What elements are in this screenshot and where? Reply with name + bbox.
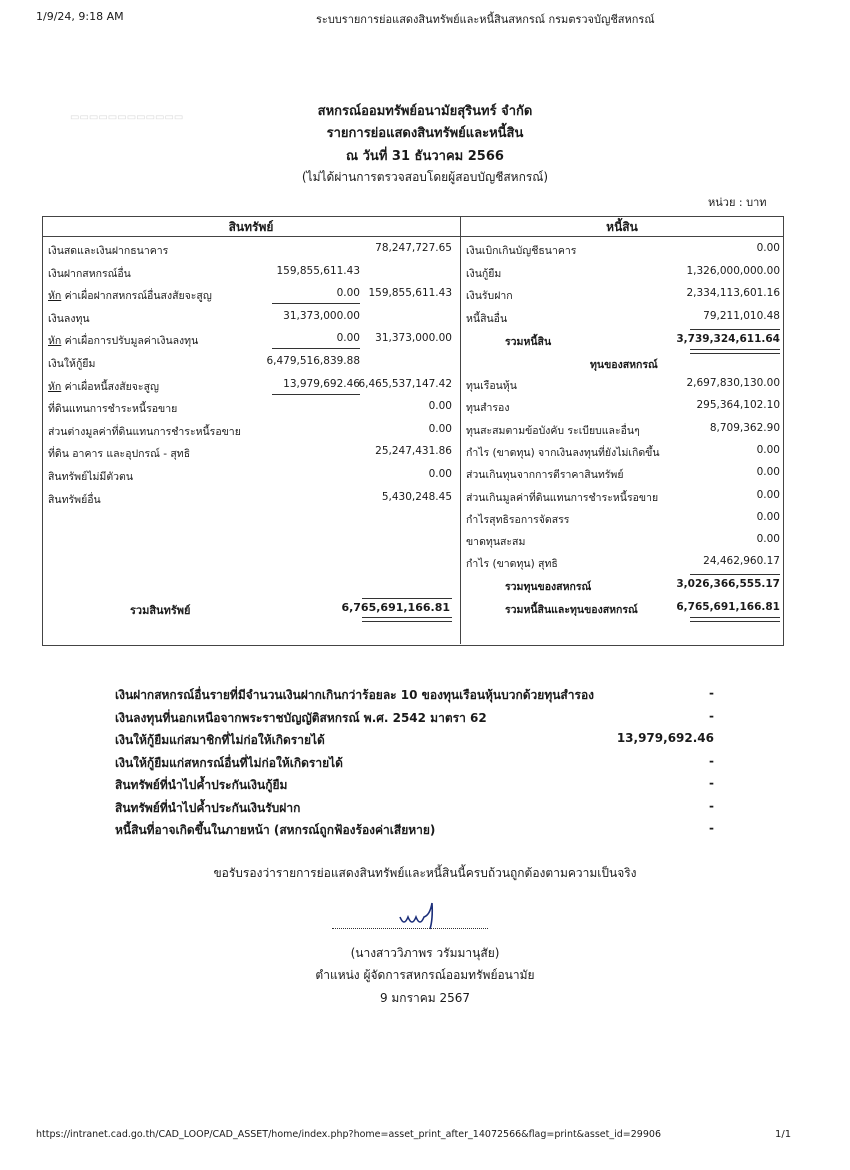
asset-row-label [48,491,101,508]
equity-row-value: 2,697,830,130.00 [686,377,780,389]
equity-total-value: 3,026,366,555.17 [676,578,780,590]
asset-row-label [48,400,177,417]
liability-row-label: เงินเบิกเกินบัญชีธนาคาร [466,245,577,257]
note-value: - [709,754,714,768]
asset-row-label [48,378,159,395]
asset-row-subamount: 6,479,516,839.88 [266,355,360,367]
assets-total-top-rule [362,598,452,599]
asset-row-text: ค่าเผื่อหนี้สงสัยจะสูญ [61,381,159,393]
less-prefix: หัก [48,381,62,393]
grand-total-double-rule [690,617,780,622]
equity-row-label: ทุนสำรอง [466,402,510,414]
asset-row-label [48,242,168,259]
note-value: - [709,799,714,813]
asset-row-text: ที่ดิน อาคาร และอุปกรณ์ - สุทธิ [48,448,191,460]
asset-row-label [48,423,241,440]
asset-row-text: เงินให้กู้ยืม [48,358,96,370]
assets-total-double-rule [362,617,452,622]
equity-row-value: 8,709,362.90 [709,422,780,434]
equity-row-value: 0.00 [756,466,780,478]
note-value: - [709,709,714,723]
asset-row-subamount: 0.00 [336,332,360,344]
note-label: เงินให้กู้ยืมแก่สหกรณ์อื่นที่ไม่ก่อให้เกิดรายได้ [115,756,343,770]
equity-row-value: 0.00 [756,511,780,523]
report-date: ณ วันที่ 31 ธันวาคม 2566 [346,149,504,164]
asset-row-text: ค่าเผื่อการปรับมูลค่าเงินลงทุน [61,335,199,347]
equity-row-value: 0.00 [756,489,780,501]
liabilities-total-value: 3,739,324,611.64 [676,333,780,345]
certification-statement: ขอรับรองว่ารายการย่อแสดงสินทรัพย์และหนี้สินนี้ครบถ้วนถูกต้องตามความเป็นจริง [213,866,637,880]
asset-row-text: สินทรัพย์ไม่มีตัวตน [48,471,134,483]
equity-row-label: ทุนเรือนหุ้น [466,380,517,392]
asset-row-text: ที่ดินแทนการชำระหนี้รอขาย [48,403,178,415]
equity-row-label: ส่วนเกินมูลค่าที่ดินแทนการชำระหนี้รอขาย [466,492,659,504]
subtotal-rule [272,394,360,395]
asset-row-label [48,355,95,372]
note-label: เงินลงทุนที่นอกเหนือจากพระราชบัญญัติสหกรณ์ พ.ศ. 2542 มาตรา 62 [115,711,487,725]
note-value: 13,979,692.46 [616,731,714,745]
assets-heading: สินทรัพย์ [228,220,274,234]
asset-row-amount: 78,247,727.65 [375,242,452,254]
asset-row-subamount: 13,979,692.46 [283,378,360,390]
liabilities-total-top-rule [690,329,780,330]
unit-label: หน่วย : บาท [708,196,767,209]
less-prefix: หัก [48,290,62,302]
asset-row-label [48,310,90,327]
audit-note: (ไม่ได้ผ่านการตรวจสอบโดยผู้สอบบัญชีสหกรณ์) [301,170,549,184]
asset-row-label [48,265,131,282]
equity-row-label: ส่วนเกินทุนจากการตีราคาสินทรัพย์ [466,469,624,481]
equity-total-top-rule [690,574,780,575]
note-value: - [709,821,714,835]
liabilities-heading: หนี้สิน [606,220,638,234]
equity-total-label: รวมทุนของสหกรณ์ [505,581,592,593]
equity-row-value: 0.00 [756,533,780,545]
note-label: สินทรัพย์ที่นำไปค้ำประกันเงินรับฝาก [115,801,301,815]
asset-row-amount: 31,373,000.00 [375,332,452,344]
print-page-title: ระบบรายการย่อแสดงสินทรัพย์และหนี้สินสหกรณ์ กรมตรวจบัญชีสหกรณ์ [316,13,655,26]
liability-row-label: เงินรับฝาก [466,290,513,302]
asset-row-subamount: 31,373,000.00 [283,310,360,322]
asset-row-label [48,332,198,349]
note-label: เงินให้กู้ยืมแก่สมาชิกที่ไม่ก่อให้เกิดรายได้ [115,733,325,747]
liability-row-value: 79,211,010.48 [703,310,780,322]
signature-image [330,895,490,935]
assets-total-label: รวมสินทรัพย์ [130,604,191,617]
asset-row-text: เงินฝากสหกรณ์อื่น [48,268,131,280]
subtotal-rule [272,348,360,349]
note-value: - [709,686,714,700]
equity-row-label: ทุนสะสมตามข้อบังคับ ระเบียบและอื่นๆ [466,425,640,437]
signer-position: ตำแหน่ง ผู้จัดการสหกรณ์ออมทรัพย์อนามัย [315,968,535,982]
report-title: รายการย่อแสดงสินทรัพย์และหนี้สิน [326,126,524,141]
equity-row-label: กำไร (ขาดทุน) สุทธิ [466,558,558,570]
asset-row-text: เงินสดและเงินฝากธนาคาร [48,245,169,257]
equity-row-value: 0.00 [756,444,780,456]
grand-total-value: 6,765,691,166.81 [676,601,780,613]
asset-row-amount: 159,855,611.43 [368,287,452,299]
equity-row-label: กำไร (ขาดทุน) จากเงินลงทุนที่ยังไม่เกิดขึ้น [466,447,660,459]
assets-total-value: 6,765,691,166.81 [341,601,450,614]
note-label: เงินฝากสหกรณ์อื่นรายที่มีจำนวนเงินฝากเกินกว่าร้อยละ 10 ของทุนเรือนหุ้นบวกด้วยทุนสำรอง [115,688,595,702]
grand-total-label: รวมหนี้สินและทุนของสหกรณ์ [505,604,638,616]
note-label: หนี้สินที่อาจเกิดขึ้นในภายหน้า (สหกรณ์ถูกฟ้องร้องค่าเสียหาย) [115,823,436,837]
print-page-count: 1/1 [775,1129,792,1140]
asset-row-label [48,287,212,304]
note-label: สินทรัพย์ที่นำไปค้ำประกันเงินกู้ยืม [115,778,288,792]
asset-row-amount: 0.00 [428,400,452,412]
asset-row-subamount: 0.00 [336,287,360,299]
asset-row-label [48,468,133,485]
print-url: https://intranet.cad.go.th/CAD_LOOP/CAD_ASSET/home/index.php?home=asset_print_after_14072566&flag=print&asset_id=29906 [36,1129,661,1140]
asset-row-amount: 0.00 [428,468,452,480]
equity-row-label: กำไรสุทธิรอการจัดสรร [466,514,570,526]
liability-row-value: 2,334,113,601.16 [686,287,780,299]
subtotal-rule [272,303,360,304]
liability-row-value: 1,326,000,000.00 [686,265,780,277]
print-timestamp: 1/9/24, 9:18 AM [36,10,124,23]
equity-heading: ทุนของสหกรณ์ [590,359,658,371]
show-through-ghost: ▭▭▭▭▭▭▭▭▭▭▭▭ [70,112,184,123]
asset-row-amount: 6,465,537,147.42 [358,378,452,390]
asset-row-text: ค่าเผื่อฝากสหกรณ์อื่นสงสัยจะสูญ [61,290,212,302]
coop-name: สหกรณ์ออมทรัพย์อนามัยสุรินทร์ จำกัด [317,104,533,119]
asset-row-label [48,445,190,462]
liability-row-value: 0.00 [756,242,780,254]
asset-row-text: สินทรัพย์อื่น [48,494,101,506]
asset-row-text: ส่วนต่างมูลค่าที่ดินแทนการชำระหนี้รอขาย [48,426,241,438]
asset-row-amount: 5,430,248.45 [381,491,452,503]
liability-row-label: เงินกู้ยืม [466,268,502,280]
asset-row-amount: 0.00 [428,423,452,435]
signer-name: (นางสาววิภาพร วรัมมานุสัย) [350,946,500,960]
equity-row-value: 295,364,102.10 [696,399,780,411]
equity-row-value: 24,462,960.17 [703,555,780,567]
column-divider [460,216,461,644]
liability-row-label: หนี้สินอื่น [466,313,508,325]
signed-date: 9 มกราคม 2567 [379,991,471,1005]
note-value: - [709,776,714,790]
asset-row-text: เงินลงทุน [48,313,90,325]
liabilities-total-label: รวมหนี้สิน [505,336,552,348]
equity-row-label: ขาดทุนสะสม [466,536,526,548]
liabilities-total-double-rule [690,349,780,354]
asset-row-amount: 25,247,431.86 [375,445,452,457]
less-prefix: หัก [48,335,62,347]
signature-line [332,928,488,929]
asset-row-subamount: 159,855,611.43 [276,265,360,277]
